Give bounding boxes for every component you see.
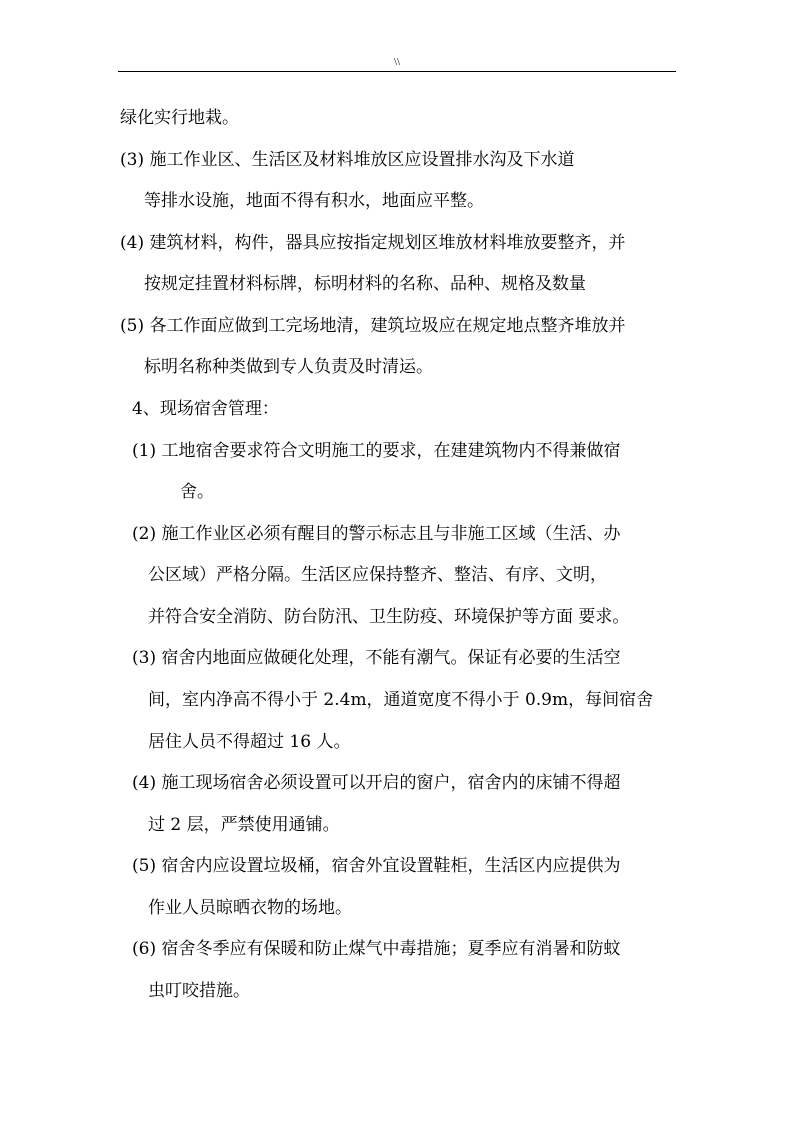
- header-rule: [118, 71, 676, 72]
- item-4-line-2: 按规定挂置材料标牌，标明材料的名称、品种、规格及数量: [144, 274, 586, 294]
- dorm-item-3-line-2: 间，室内净高不得小于 2.4m，通道宽度不得小于 0.9m，每间宿舍: [148, 690, 654, 710]
- dorm-item-1-line-1: (1) 工地宿舍要求符合文明施工的要求，在建建筑物内不得兼做宿: [132, 441, 621, 461]
- item-3-line-2: 等排水设施，地面不得有积水，地面应平整。: [144, 191, 484, 211]
- item-5-line-2: 标明名称种类做到专人负责及时清运。: [144, 357, 433, 377]
- item-3-line-1: (3) 施工作业区、生活区及材料堆放区应设置排水沟及下水道: [120, 150, 575, 170]
- dorm-item-2-line-1: (2) 施工作业区必须有醒目的警示标志且与非施工区域（生活、办: [132, 524, 621, 544]
- dorm-item-5-line-2: 作业人员晾晒衣物的场地。: [148, 898, 352, 918]
- section-4-heading: 4、现场宿舍管理：: [132, 399, 279, 419]
- dorm-item-5-line-1: (5) 宿舍内应设置垃圾桶，宿舍外宜设置鞋柜，生活区内应提供为: [132, 856, 621, 876]
- dorm-item-4-line-2: 过 2 层，严禁使用通铺。: [148, 815, 340, 835]
- dorm-item-1-line-2: 舍。: [180, 482, 214, 502]
- text-line-1: 绿化实行地栽。: [120, 108, 239, 128]
- dorm-item-3-line-3: 居住人员不得超过 16 人。: [148, 732, 351, 752]
- dorm-item-6-line-2: 虫叮咬措施。: [148, 981, 250, 1001]
- item-4-line-1: (4) 建筑材料，构件，器具应按指定规划区堆放材料堆放要整齐，并: [120, 233, 626, 253]
- dorm-item-4-line-1: (4) 施工现场宿舍必须设置可以开启的窗户，宿舍内的床铺不得超: [132, 773, 621, 793]
- header-mark: \\: [393, 56, 401, 68]
- dorm-item-2-line-2: 公区域）严格分隔。生活区应保持整齐、整洁、有序、文明，: [148, 565, 607, 585]
- item-5-line-1: (5) 各工作面应做到工完场地清，建筑垃圾应在规定地点整齐堆放并: [120, 316, 626, 336]
- dorm-item-6-line-1: (6) 宿舍冬季应有保暖和防止煤气中毒措施；夏季应有消暑和防蚊: [132, 939, 621, 959]
- dorm-item-3-line-1: (3) 宿舍内地面应做硬化处理，不能有潮气。保证有必要的生活空: [132, 648, 621, 668]
- dorm-item-2-line-3: 并符合安全消防、防台防汛、卫生防疫、环境保护等方面 要求。: [148, 607, 630, 627]
